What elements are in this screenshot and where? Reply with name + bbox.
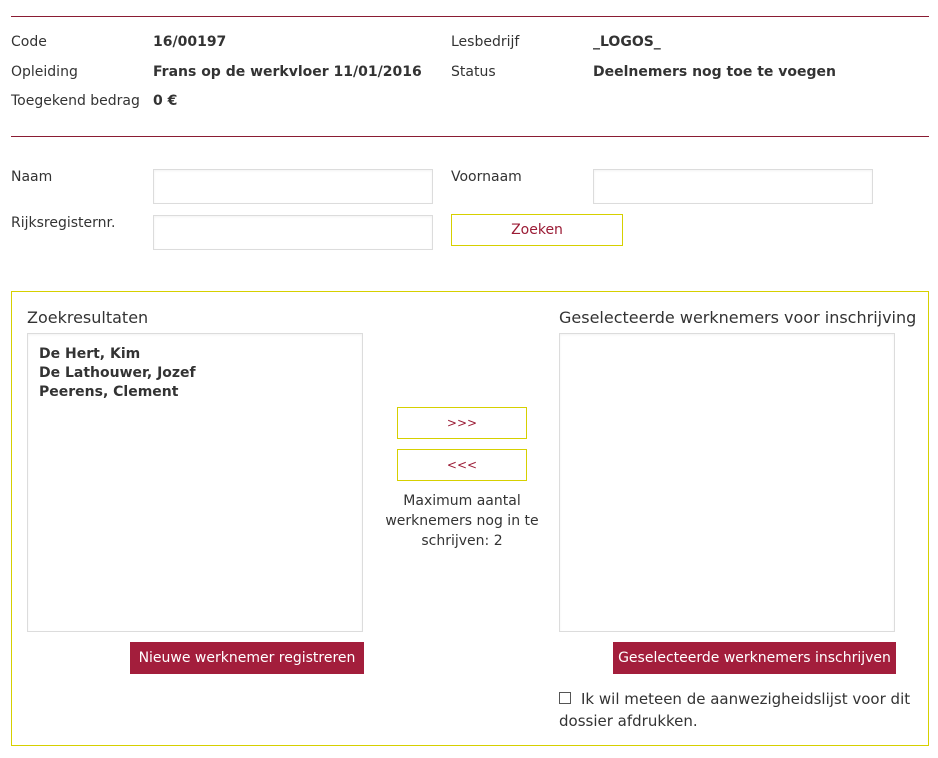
print-attendance-label: Ik wil meteen de aanwezigheidslijst voor dit dossier afdrukken. (559, 690, 911, 730)
naam-input[interactable] (153, 169, 433, 204)
middle-divider (11, 136, 929, 137)
max-employees-text: Maximum aantal werknemers nog in te schrijven: 2 (385, 493, 539, 549)
selected-title: Geselecteerde werknemers voor inschrijving (559, 308, 917, 327)
naam-label: Naam (11, 169, 53, 185)
code-value: 16/00197 (153, 34, 227, 50)
bedrag-label: Toegekend bedrag (11, 93, 140, 109)
results-listbox[interactable] (27, 333, 363, 632)
list-item[interactable]: De Lathouwer, Jozef (39, 365, 196, 381)
results-title: Zoekresultaten (27, 308, 149, 327)
rijksregister-input[interactable] (153, 215, 433, 250)
enroll-selected-button[interactable]: Geselecteerde werknemers inschrijven (613, 642, 896, 674)
lesbedrijf-label: Lesbedrijf (451, 34, 520, 50)
lesbedrijf-value: _LOGOS_ (593, 34, 661, 50)
voornaam-label: Voornaam (451, 169, 522, 185)
list-item[interactable]: Peerens, Clement (39, 384, 179, 400)
selected-listbox[interactable] (559, 333, 895, 632)
opleiding-label: Opleiding (11, 64, 78, 80)
code-label: Code (11, 34, 47, 50)
rijksregister-label: Rijksregisternr. (11, 215, 116, 231)
bedrag-value: 0 € (153, 93, 178, 109)
add-selected-button[interactable]: >>> (397, 407, 527, 439)
new-employee-button[interactable]: Nieuwe werknemer registreren (130, 642, 364, 674)
opleiding-value: Frans op de werkvloer 11/01/2016 (153, 64, 422, 80)
voornaam-input[interactable] (593, 169, 873, 204)
status-label: Status (451, 64, 496, 80)
top-divider (11, 16, 929, 17)
list-item[interactable]: De Hert, Kim (39, 346, 141, 362)
remove-selected-button[interactable]: <<< (397, 449, 527, 481)
search-button[interactable]: Zoeken (451, 214, 623, 246)
status-value: Deelnemers nog toe te voegen (593, 64, 837, 80)
